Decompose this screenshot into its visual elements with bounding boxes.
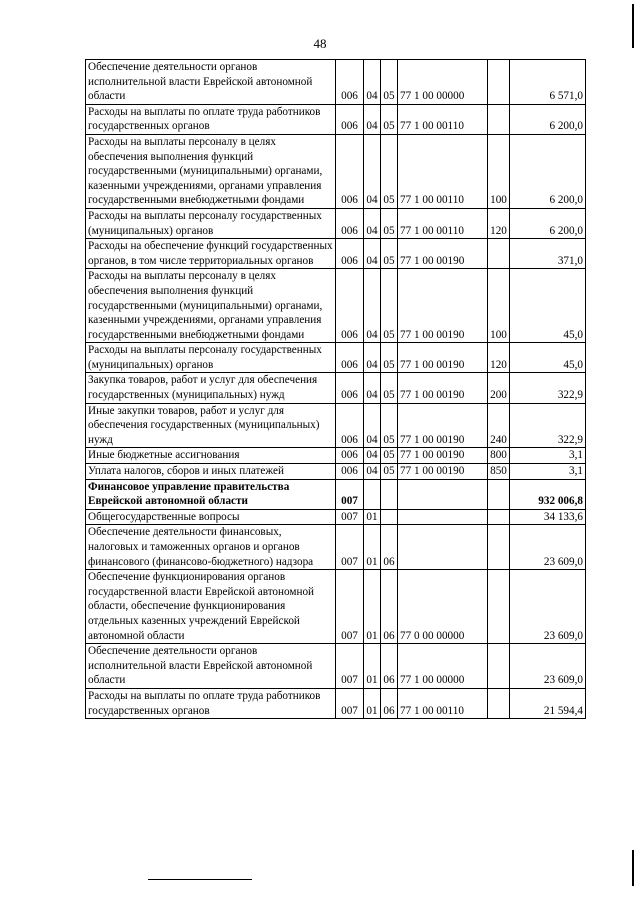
cell-ministry-code: 006 bbox=[336, 208, 364, 238]
cell-name: Обеспечение функционирования органов государственной власти Еврейской автономной области, обеспечение функционирования отдельных казенных учреждений Еврейской автономной области bbox=[86, 570, 336, 644]
cell-expense-type: 100 bbox=[488, 269, 510, 343]
cell-expense-type: 120 bbox=[488, 208, 510, 238]
cell-name: Финансовое управление правительства Еврейской автономной области bbox=[86, 479, 336, 509]
cell-target-article: 77 1 00 00110 bbox=[398, 208, 488, 238]
cell-subsection-code bbox=[381, 479, 398, 509]
cell-amount: 21 594,4 bbox=[510, 688, 586, 718]
cell-ministry-code: 007 bbox=[336, 644, 364, 689]
cell-amount: 3,1 bbox=[510, 464, 586, 480]
cell-expense-type: 800 bbox=[488, 448, 510, 464]
table-row bbox=[86, 373, 586, 403]
cell-name: Расходы на обеспечение функций государственных органов, в том числе территориальных органов bbox=[86, 239, 336, 269]
cell-ministry-code: 007 bbox=[336, 525, 364, 570]
cell-target-article: 77 1 00 00190 bbox=[398, 464, 488, 480]
cell-section-code: 01 bbox=[364, 525, 381, 570]
cell-amount: 23 609,0 bbox=[510, 644, 586, 689]
cell-subsection-code bbox=[381, 509, 398, 525]
cell-target-article: 77 1 00 00110 bbox=[398, 688, 488, 718]
page-number: 48 bbox=[313, 36, 327, 51]
cell-name: Иные бюджетные ассигнования bbox=[86, 448, 336, 464]
cell-subsection-code: 05 bbox=[381, 60, 398, 105]
cell-expense-type bbox=[488, 479, 510, 509]
table-row bbox=[86, 208, 586, 238]
cell-expense-type: 200 bbox=[488, 373, 510, 403]
cell-name: Расходы на выплаты персоналу в целях обеспечения выполнения функций государственными (муниципальными) органами, казенными учреждениями, органами управления государственными внебюджетными фондами bbox=[86, 134, 336, 208]
cell-amount: 6 200,0 bbox=[510, 104, 586, 134]
cell-section-code: 04 bbox=[364, 134, 381, 208]
cell-amount: 322,9 bbox=[510, 373, 586, 403]
cell-expense-type: 120 bbox=[488, 343, 510, 373]
cell-section-code: 04 bbox=[364, 448, 381, 464]
cell-name: Уплата налогов, сборов и иных платежей bbox=[86, 464, 336, 480]
edge-mark-bottom bbox=[632, 850, 634, 886]
cell-subsection-code: 06 bbox=[381, 688, 398, 718]
cell-ministry-code: 006 bbox=[336, 104, 364, 134]
cell-amount: 45,0 bbox=[510, 269, 586, 343]
cell-section-code: 04 bbox=[364, 403, 381, 448]
cell-ministry-code: 006 bbox=[336, 373, 364, 403]
cell-subsection-code: 05 bbox=[381, 448, 398, 464]
cell-amount: 322,9 bbox=[510, 403, 586, 448]
cell-section-code: 04 bbox=[364, 104, 381, 134]
cell-section-code: 04 bbox=[364, 343, 381, 373]
cell-name: Расходы на выплаты персоналу государственных (муниципальных) органов bbox=[86, 208, 336, 238]
cell-subsection-code: 06 bbox=[381, 644, 398, 689]
budget-table bbox=[85, 59, 586, 719]
cell-amount: 45,0 bbox=[510, 343, 586, 373]
cell-expense-type bbox=[488, 570, 510, 644]
cell-ministry-code: 006 bbox=[336, 60, 364, 105]
cell-subsection-code: 05 bbox=[381, 104, 398, 134]
cell-section-code: 01 bbox=[364, 644, 381, 689]
cell-expense-type: 240 bbox=[488, 403, 510, 448]
cell-name: Расходы на выплаты персоналу государственных (муниципальных) органов bbox=[86, 343, 336, 373]
cell-amount: 23 609,0 bbox=[510, 570, 586, 644]
cell-subsection-code: 05 bbox=[381, 343, 398, 373]
cell-amount: 3,1 bbox=[510, 448, 586, 464]
cell-name: Обеспечение деятельности органов исполнительной власти Еврейской автономной области bbox=[86, 60, 336, 105]
table-row bbox=[86, 464, 586, 480]
cell-ministry-code: 006 bbox=[336, 134, 364, 208]
cell-expense-type bbox=[488, 60, 510, 105]
cell-expense-type bbox=[488, 104, 510, 134]
cell-amount: 371,0 bbox=[510, 239, 586, 269]
cell-section-code: 01 bbox=[364, 509, 381, 525]
budget-table-body bbox=[86, 60, 586, 719]
cell-name: Закупка товаров, работ и услуг для обеспечения государственных (муниципальных) нужд bbox=[86, 373, 336, 403]
cell-target-article: 77 1 00 00190 bbox=[398, 239, 488, 269]
cell-subsection-code: 06 bbox=[381, 570, 398, 644]
footnote-separator bbox=[148, 879, 252, 880]
cell-amount: 6 200,0 bbox=[510, 208, 586, 238]
table-row bbox=[86, 269, 586, 343]
cell-amount: 34 133,6 bbox=[510, 509, 586, 525]
cell-subsection-code: 05 bbox=[381, 208, 398, 238]
cell-target-article: 77 1 00 00110 bbox=[398, 104, 488, 134]
cell-name: Расходы на выплаты по оплате труда работников государственных органов bbox=[86, 688, 336, 718]
cell-name: Иные закупки товаров, работ и услуг для обеспечения государственных (муниципальных) нужд bbox=[86, 403, 336, 448]
cell-subsection-code: 05 bbox=[381, 403, 398, 448]
table-row bbox=[86, 104, 586, 134]
cell-section-code: 04 bbox=[364, 60, 381, 105]
table-row bbox=[86, 688, 586, 718]
cell-ministry-code: 006 bbox=[336, 403, 364, 448]
cell-name: Обеспечение деятельности органов исполнительной власти Еврейской автономной области bbox=[86, 644, 336, 689]
cell-ministry-code: 006 bbox=[336, 464, 364, 480]
table-row bbox=[86, 509, 586, 525]
cell-ministry-code: 007 bbox=[336, 688, 364, 718]
cell-target-article: 77 1 00 00190 bbox=[398, 373, 488, 403]
cell-expense-type bbox=[488, 644, 510, 689]
cell-expense-type: 100 bbox=[488, 134, 510, 208]
cell-section-code: 01 bbox=[364, 688, 381, 718]
cell-expense-type bbox=[488, 239, 510, 269]
cell-subsection-code: 05 bbox=[381, 134, 398, 208]
cell-section-code: 04 bbox=[364, 208, 381, 238]
cell-target-article bbox=[398, 509, 488, 525]
cell-name: Общегосударственные вопросы bbox=[86, 509, 336, 525]
cell-amount: 6 571,0 bbox=[510, 60, 586, 105]
cell-section-code: 04 bbox=[364, 269, 381, 343]
cell-subsection-code: 05 bbox=[381, 373, 398, 403]
cell-target-article: 77 1 00 00190 bbox=[398, 403, 488, 448]
table-row bbox=[86, 448, 586, 464]
cell-target-article: 77 1 00 00190 bbox=[398, 269, 488, 343]
cell-name: Расходы на выплаты по оплате труда работников государственных органов bbox=[86, 104, 336, 134]
cell-name: Обеспечение деятельности финансовых, налоговых и таможенных органов и органов финансового (финансово-бюджетного) надзора bbox=[86, 525, 336, 570]
cell-target-article: 77 1 00 00000 bbox=[398, 60, 488, 105]
edge-mark-top bbox=[632, 4, 634, 48]
cell-amount: 932 006,8 bbox=[510, 479, 586, 509]
cell-ministry-code: 007 bbox=[336, 479, 364, 509]
cell-ministry-code: 006 bbox=[336, 343, 364, 373]
cell-target-article: 77 1 00 00000 bbox=[398, 644, 488, 689]
table-row bbox=[86, 644, 586, 689]
cell-section-code: 04 bbox=[364, 373, 381, 403]
cell-target-article: 77 1 00 00190 bbox=[398, 343, 488, 373]
cell-section-code: 04 bbox=[364, 464, 381, 480]
cell-target-article bbox=[398, 525, 488, 570]
cell-expense-type bbox=[488, 525, 510, 570]
cell-target-article: 77 1 00 00190 bbox=[398, 448, 488, 464]
cell-target-article bbox=[398, 479, 488, 509]
cell-ministry-code: 006 bbox=[336, 269, 364, 343]
cell-expense-type: 850 bbox=[488, 464, 510, 480]
table-row bbox=[86, 479, 586, 509]
table-row bbox=[86, 525, 586, 570]
cell-ministry-code: 006 bbox=[336, 239, 364, 269]
table-row bbox=[86, 239, 586, 269]
cell-ministry-code: 007 bbox=[336, 570, 364, 644]
table-row bbox=[86, 570, 586, 644]
table-row bbox=[86, 60, 586, 105]
cell-target-article: 77 0 00 00000 bbox=[398, 570, 488, 644]
cell-target-article: 77 1 00 00110 bbox=[398, 134, 488, 208]
cell-subsection-code: 05 bbox=[381, 464, 398, 480]
table-row bbox=[86, 343, 586, 373]
table-row bbox=[86, 403, 586, 448]
cell-name: Расходы на выплаты персоналу в целях обеспечения выполнения функций государственными (муниципальными) органами, казенными учреждениями, органами управления государственными внебюджетными фондами bbox=[86, 269, 336, 343]
cell-section-code bbox=[364, 479, 381, 509]
cell-expense-type bbox=[488, 688, 510, 718]
cell-section-code: 04 bbox=[364, 239, 381, 269]
cell-amount: 6 200,0 bbox=[510, 134, 586, 208]
cell-amount: 23 609,0 bbox=[510, 525, 586, 570]
cell-expense-type bbox=[488, 509, 510, 525]
cell-ministry-code: 007 bbox=[336, 509, 364, 525]
cell-section-code: 01 bbox=[364, 570, 381, 644]
cell-subsection-code: 06 bbox=[381, 525, 398, 570]
cell-subsection-code: 05 bbox=[381, 269, 398, 343]
table-row bbox=[86, 134, 586, 208]
cell-subsection-code: 05 bbox=[381, 239, 398, 269]
cell-ministry-code: 006 bbox=[336, 448, 364, 464]
